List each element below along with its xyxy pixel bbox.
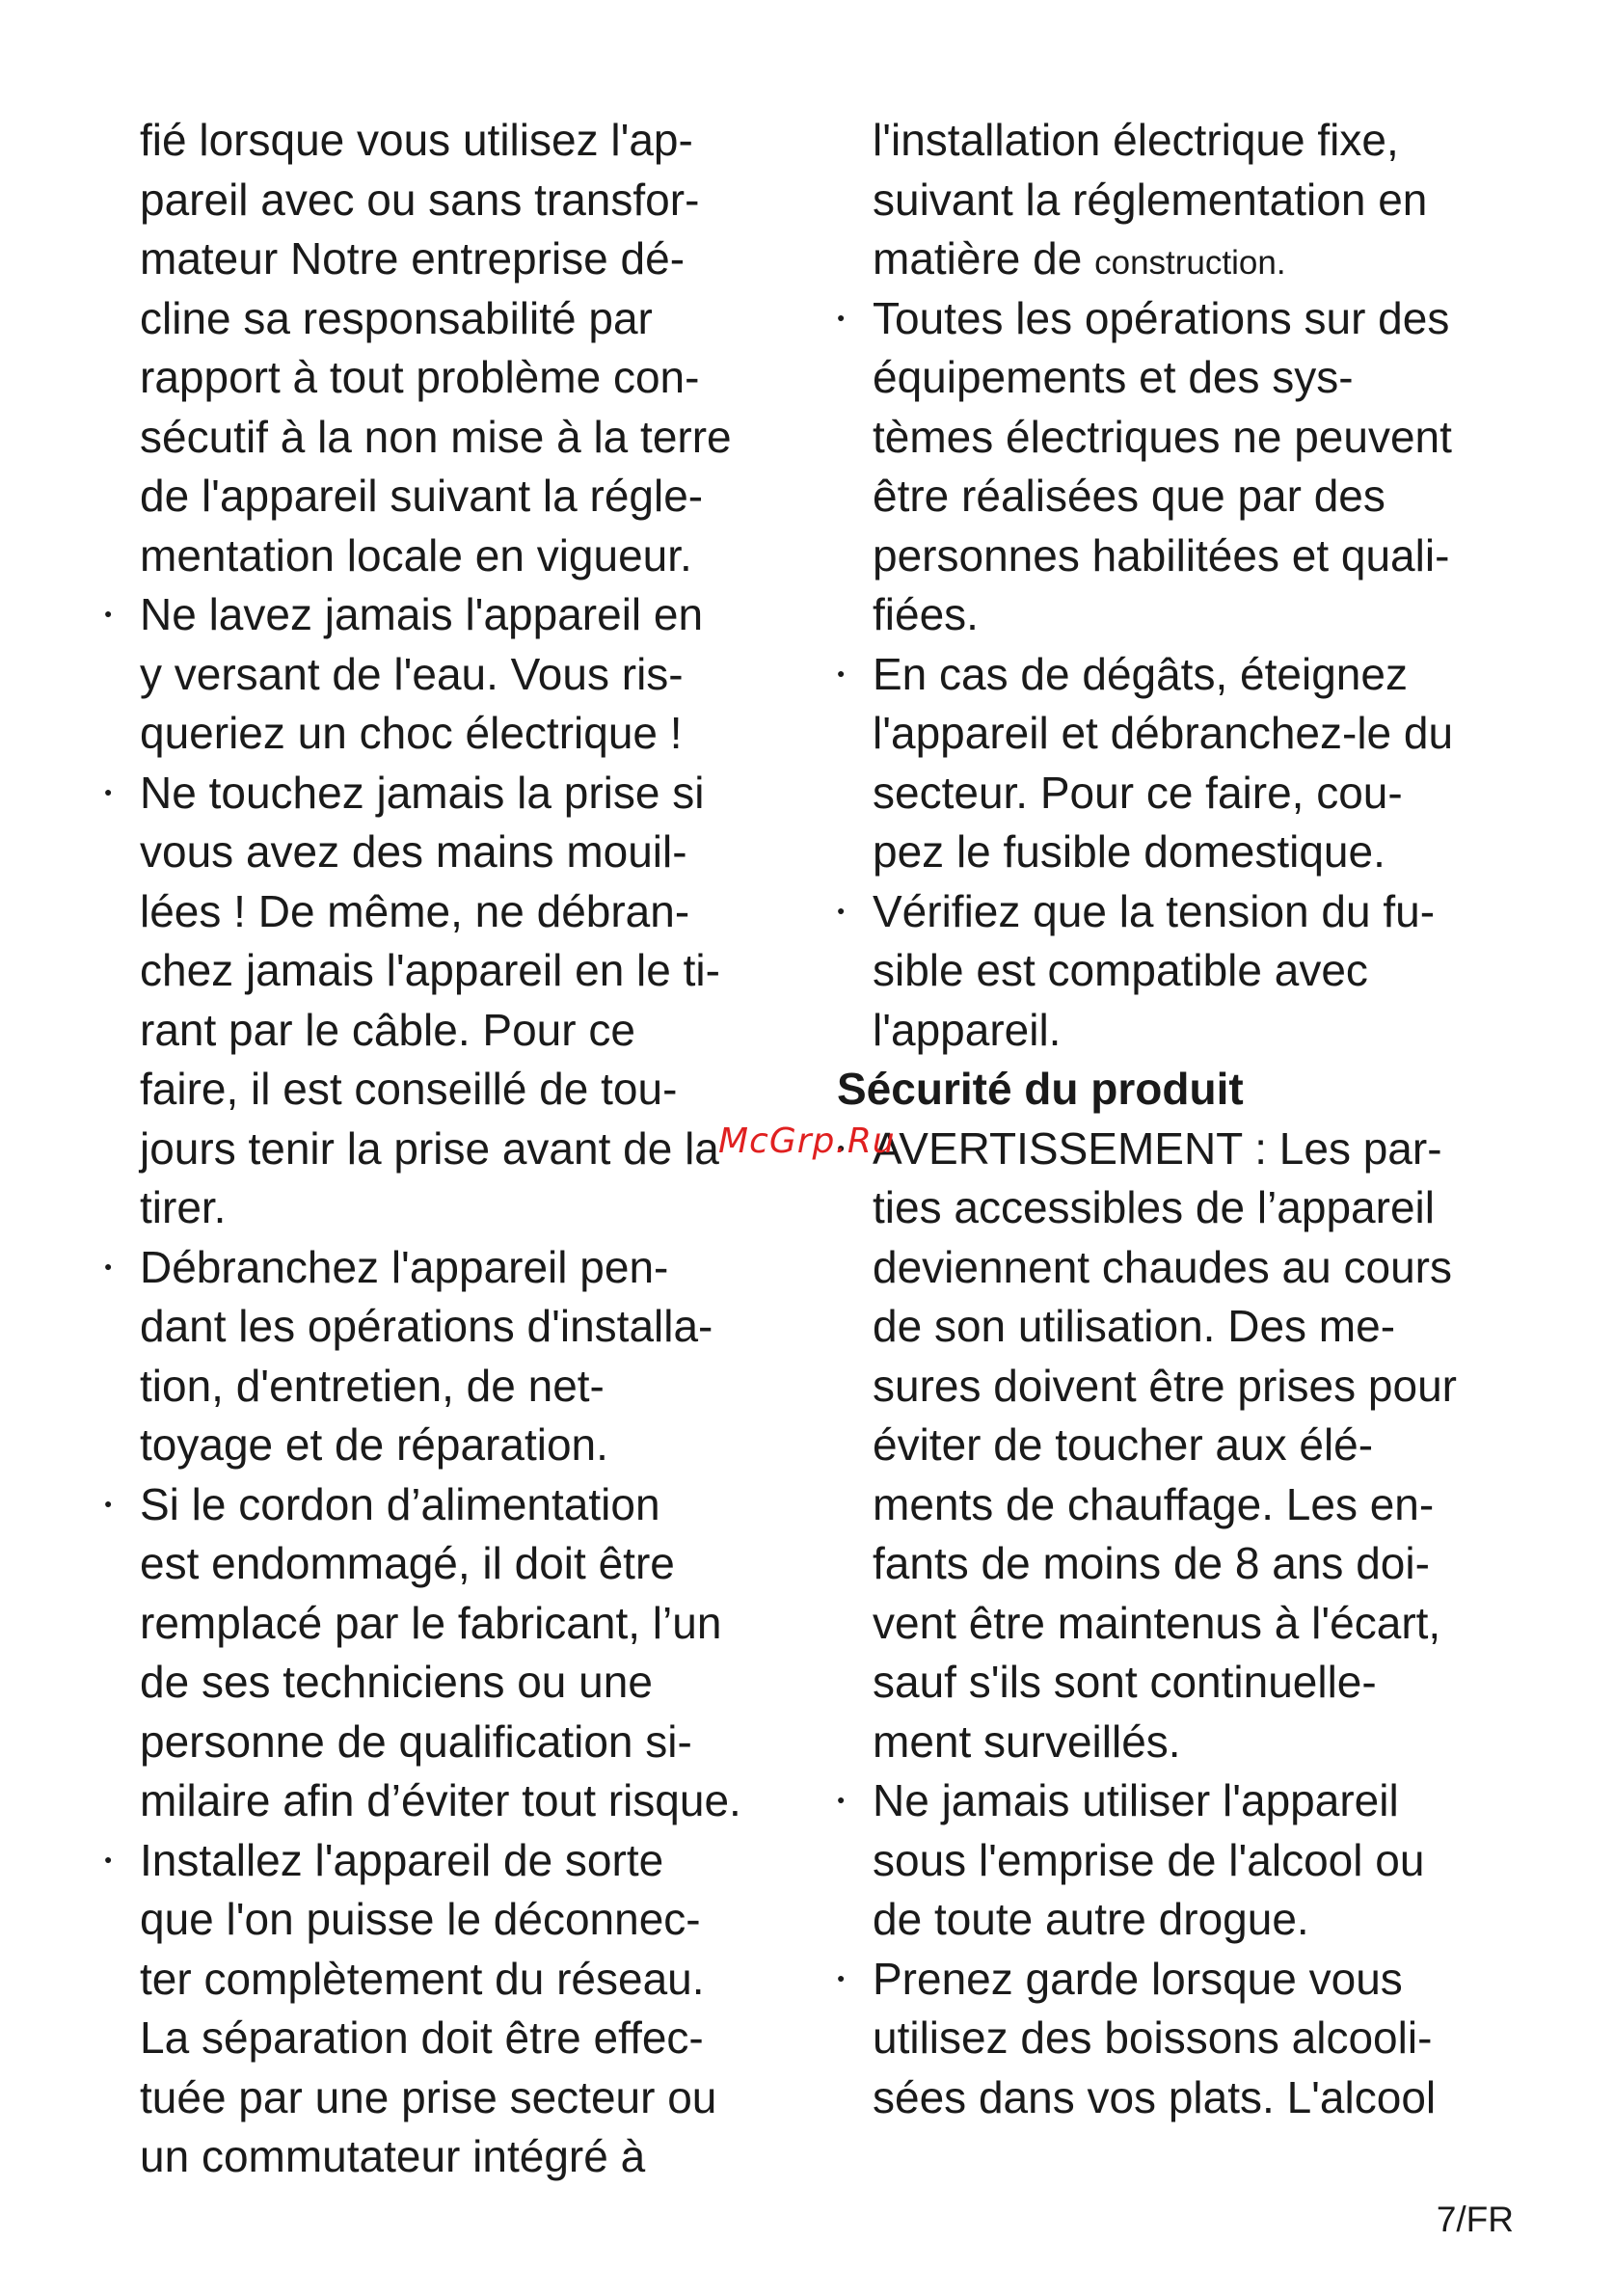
text-line: rant par le câble. Pour ce	[140, 1004, 635, 1055]
text-line: Ne lavez jamais l'appareil en	[140, 589, 704, 639]
bullet-icon	[837, 1950, 866, 2010]
text-line: sible est compatible avec	[873, 945, 1368, 995]
bullet-icon	[837, 1771, 866, 1831]
text-line: sures doivent être prises pour	[873, 1360, 1457, 1411]
text-line: ter complètement du réseau.	[140, 1953, 705, 2004]
text-line: tuée par une prise secteur ou	[140, 2071, 717, 2122]
text-line: chez jamais l'appareil en le ti-	[140, 945, 720, 995]
text-line: jours tenir la prise avant de la	[140, 1122, 719, 1174]
text-line: mateur Notre entreprise dé-	[140, 233, 686, 284]
text-line: milaire afin d’éviter tout risque.	[140, 1775, 741, 1825]
bullet-icon	[104, 585, 133, 645]
bullet-item	[104, 1238, 798, 1475]
text-line: faire, il est conseillé de tou-	[140, 1064, 678, 1114]
text-line: un commutateur intégré à	[140, 2131, 646, 2181]
text-line: l'appareil.	[873, 1004, 1062, 1055]
text-line: tirer.	[140, 1182, 227, 1232]
right-column	[837, 111, 1531, 2127]
text-line: l'appareil et débranchez-le du	[873, 708, 1454, 758]
text-line: Vérifiez que la tension du fu-	[873, 885, 1436, 936]
text-line: queriez un choc électrique !	[140, 708, 683, 758]
text-line: mentation locale en vigueur.	[140, 529, 692, 581]
text-line: fiées.	[873, 589, 979, 639]
bullet-item	[104, 1831, 798, 2187]
bullet-item	[837, 645, 1531, 882]
text-line: Ne touchez jamais la prise si	[140, 767, 705, 818]
text-line: Débranchez l'appareil pen-	[140, 1241, 669, 1292]
text-line: AVERTISSEMENT : Les par-	[873, 1122, 1442, 1174]
text-line: lées ! De même, ne débran-	[140, 885, 690, 936]
text-line: Installez l'appareil de sorte	[140, 1834, 664, 1885]
text-line: La séparation doit être effec-	[140, 2012, 704, 2063]
text-line: cline sa responsabilité par	[140, 292, 653, 343]
text-line: sées dans vos plats. L'alcool	[873, 2071, 1437, 2122]
text-line: pez le fusible domestique.	[873, 826, 1385, 877]
bullet-item	[837, 882, 1531, 1061]
bullet-icon	[104, 1238, 133, 1298]
text-line: secteur. Pour ce faire, cou-	[873, 767, 1403, 818]
text-line: Si le cordon d’alimentation	[140, 1478, 660, 1529]
text-line: vent être maintenus à l'écart,	[873, 1597, 1441, 1648]
text-fragment: matière de	[873, 233, 1083, 284]
bullet-item	[104, 1475, 798, 1831]
bullet-item	[837, 1120, 1531, 1772]
text-line: fants de moins de 8 ans doi-	[873, 1538, 1430, 1588]
bullet-icon	[104, 1475, 133, 1535]
text-line: rapport à tout problème con-	[140, 352, 700, 402]
text-line: être réalisées que par des	[873, 471, 1385, 521]
text-line: En cas de dégâts, éteignez	[873, 648, 1408, 699]
text-line: Prenez garde lorsque vous	[873, 1953, 1403, 2004]
text-line: équipements et des sys-	[873, 352, 1354, 402]
watermark-logo: McGrp.Ru	[718, 1121, 896, 1161]
text-line: vous avez des mains mouil-	[140, 826, 687, 877]
text-line: deviennent chaudes au cours	[873, 1241, 1452, 1292]
text-line: sécutif à la non mise à la terre	[140, 411, 732, 462]
bullet-item	[104, 764, 798, 1238]
text-line: éviter de toucher aux élé-	[873, 1419, 1374, 1470]
text-fragment-small: construction.	[1094, 244, 1286, 282]
text-line: de toute autre drogue.	[873, 1894, 1309, 1944]
text-line: dant les opérations d'installa-	[140, 1301, 713, 1351]
text-line: sauf s'ils sont continuelle-	[873, 1657, 1377, 1707]
text-line: tion, d'entretien, de net-	[140, 1360, 605, 1411]
text-line: y versant de l'eau. Vous ris-	[140, 648, 684, 699]
text-line: de l'appareil suivant la régle-	[140, 471, 704, 521]
section-heading: Sécurité du produit	[837, 1064, 1244, 1114]
text-line: suivant la réglementation en	[873, 174, 1428, 225]
bullet-item	[837, 1950, 1531, 2128]
page-number: 7/FR	[1436, 2200, 1514, 2239]
bullet-item	[837, 1771, 1531, 1950]
text-line: Ne jamais utiliser l'appareil	[873, 1775, 1399, 1825]
text-line: Toutes les opérations sur des	[873, 292, 1450, 343]
text-line: fié lorsque vous utilisez l'ap-	[140, 115, 693, 165]
text-line: utilisez des boissons alcooli-	[873, 2012, 1433, 2063]
bullet-icon	[104, 764, 133, 824]
text-line: toyage et de réparation.	[140, 1419, 608, 1470]
text-line: ment surveillés.	[873, 1715, 1181, 1767]
text-line: personne de qualification si-	[140, 1715, 692, 1767]
text-line: remplacé par le fabricant, l’un	[140, 1597, 722, 1648]
bullet-item	[837, 289, 1531, 645]
text-line: est endommagé, il doit être	[140, 1538, 675, 1588]
bullet-item	[104, 585, 798, 764]
right-continuation	[837, 111, 1531, 289]
text-line: ments de chauffage. Les en-	[873, 1478, 1435, 1529]
left-column	[104, 111, 798, 2187]
text-line: personnes habilitées et quali-	[873, 529, 1450, 581]
text-line: que l'on puisse le déconnec-	[140, 1894, 701, 1944]
text-line: sous l'emprise de l'alcool ou	[873, 1834, 1425, 1885]
text-line: de son utilisation. Des me-	[873, 1301, 1396, 1351]
text-line: l'installation électrique fixe,	[873, 115, 1399, 165]
text-line: de ses techniciens ou une	[140, 1657, 653, 1707]
left-continuation	[104, 111, 798, 585]
bullet-icon	[837, 289, 866, 349]
text-line: tèmes électriques ne peuvent	[873, 411, 1452, 462]
text-line: pareil avec ou sans transfor-	[140, 174, 700, 225]
bullet-icon	[837, 882, 866, 942]
bullet-icon	[104, 1831, 133, 1891]
text-line: ties accessibles de l’appareil	[873, 1182, 1435, 1232]
text-line	[837, 230, 1531, 289]
bullet-icon	[837, 645, 866, 705]
